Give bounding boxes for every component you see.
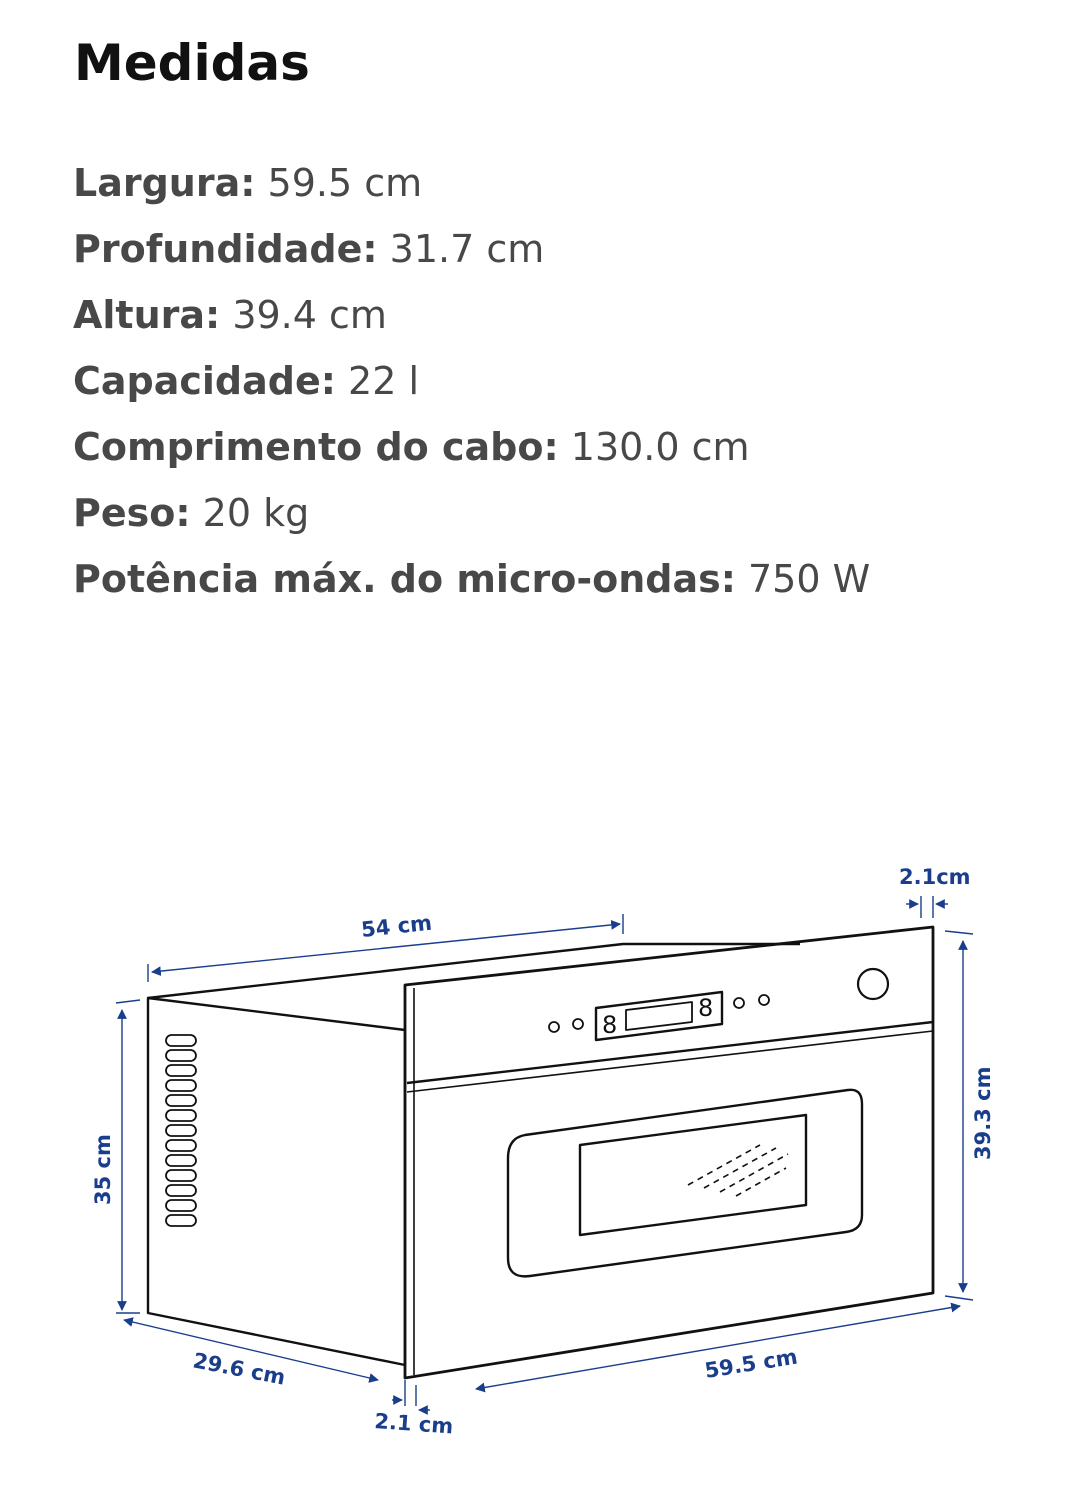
spec-label: Comprimento do cabo: [73,425,559,469]
control-knob [858,969,888,999]
spec-value: 20 kg [202,491,310,535]
spec-label: Largura: [73,161,256,205]
spec-row-weight [73,480,870,546]
spec-label: Peso: [73,491,191,535]
door-frame [508,1090,862,1277]
spec-row-capacity [73,348,870,414]
dim-label-front-height: 39.3 cm [971,1066,995,1160]
page-title: Medidas [74,34,310,92]
spec-value: 130.0 cm [570,425,750,469]
dim-label-top-right-thickness: 2.1cm [899,865,971,889]
front-panel [405,927,933,1378]
dim-label-bottom-thickness: 2.1 cm [373,1409,454,1439]
spec-label: Profundidade: [73,227,378,271]
spec-value: 22 l [348,359,420,403]
spec-value: 750 W [748,557,871,601]
spec-value: 31.7 cm [389,227,545,271]
door-window [580,1115,806,1235]
spec-label: Capacidade: [73,359,336,403]
control-button [573,1019,583,1029]
svg-text:8: 8 [602,1011,618,1039]
dim-label-left-height: 35 cm [91,1134,115,1205]
spec-row-height [73,282,870,348]
dim-label-front-width: 59.5 cm [703,1344,800,1383]
dimension-diagram [0,840,1080,1460]
svg-text:8: 8 [698,994,714,1022]
spec-label: Altura: [73,293,221,337]
spec-row-width [73,150,870,216]
spec-value: 59.5 cm [267,161,423,205]
control-button [759,995,769,1005]
spec-list [73,150,870,612]
spec-row-power [73,546,870,612]
spec-label: Potência máx. do micro-ondas: [73,557,736,601]
microwave-drawing [148,927,933,1378]
dim-label-bottom-depth: 29.6 cm [191,1348,288,1390]
spec-row-cable-length [73,414,870,480]
spec-row-depth [73,216,870,282]
control-button [734,998,744,1008]
spec-value: 39.4 cm [232,293,387,337]
control-button [549,1022,559,1032]
dim-label-top-depth: 54 cm [360,910,434,942]
side-vents [166,1035,196,1226]
